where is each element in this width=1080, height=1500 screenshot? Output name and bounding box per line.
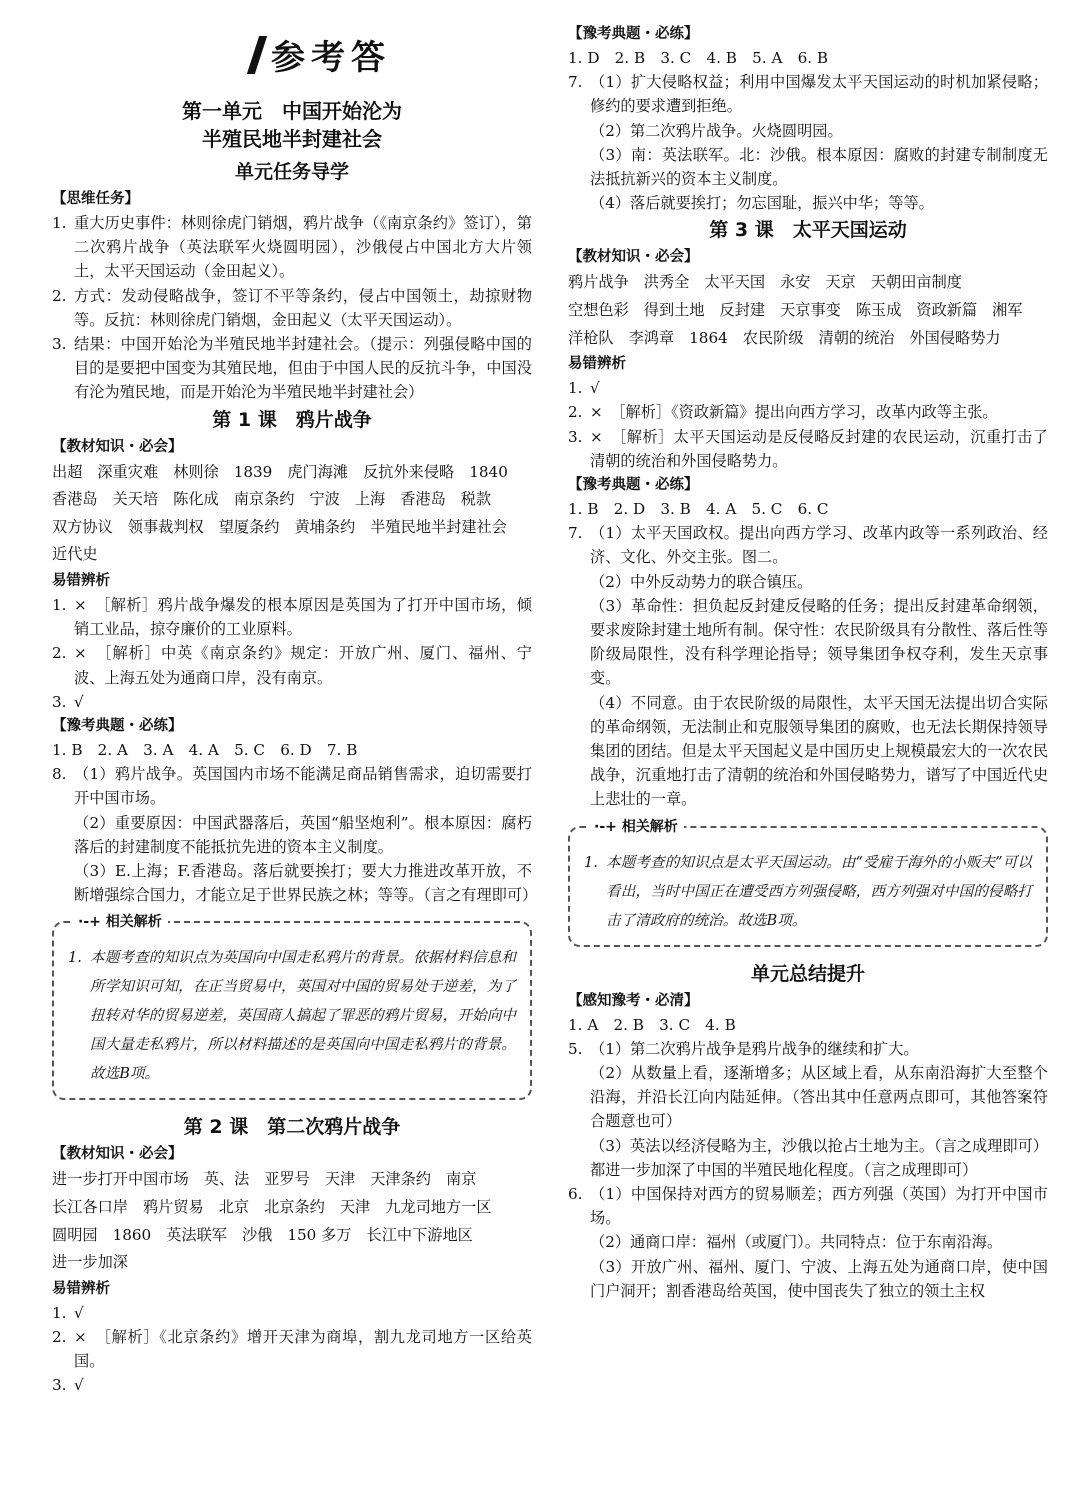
- summary-sense-header: 【感知豫考・必清】: [568, 992, 699, 1009]
- lesson1-q8-part3: （3）E.上海；F.香港岛。落后就要挨打；要大力推进改革开放，不断增强综合国力，才能立足于世界民族之林；等等。（言之有理即可）: [74, 862, 538, 905]
- lesson2-title: 第 2 课 第二次鸦片战争: [183, 1116, 401, 1139]
- lesson2-error-header: 易错辨析: [52, 1280, 110, 1297]
- lesson2-error-3: 3. √: [52, 1376, 84, 1395]
- lesson3-analysis-title: ·-+ 相关解析: [588, 816, 684, 836]
- lesson3-error-1: 1. √: [568, 379, 600, 398]
- l2-exam-header: 【豫考典题・必练】: [568, 26, 699, 42]
- lesson2-error-1: 1. √: [52, 1303, 84, 1322]
- lesson3-analysis-item: 1. 本题考查的知识点是太平天国运动。由“受雇于海外的小贩夫”可以看出，当时中国正在遭受西方列强侵略，西方列强对中国的侵略打击了清政府的统治。故选B项。: [584, 853, 1032, 929]
- lesson1-analysis-item: 1. 本题考查的知识点为英国向中国走私鸦片的背景。依据材料信息和所学知识可知，在正当贸易中，英国对中国的贸易处于逆差，为了扭转对华的贸易逆差，英国商人搞起了罪恶的鸦片贸易，开始向中国大量走私鸦片，所以材料描述的是英国向中国走私鸦片的背景。故选B项。: [68, 949, 516, 1083]
- unit-guide-title: 单元任务导学: [234, 161, 349, 183]
- lesson1-exam-header: 【豫考典题・必练】: [52, 718, 183, 735]
- lesson3-exam-header: 【豫考典题・必练】: [568, 477, 699, 494]
- lesson3-error-2: 2. × ［解析］《资政新篇》提出向西方学习，改革内政等主张。: [568, 403, 998, 422]
- lesson1-error-3: 3. √: [52, 692, 84, 711]
- summary-q5: 5. （1）第二次鸦片战争是鸦片战争的继续和扩大。: [568, 1039, 919, 1058]
- lesson3-q7-part4: （4）不同意。由于农民阶级的局限性，太平天国无法提出切合实际的革命纲领，无法制止和克服领导集团的腐败，也无法长期保持领导集团的团结。但是太平天国起义是中国历史上规模最宏大的一次农民战争，沉重地打击了清朝的统治和外国侵略势力，谱写了中国近代史上悲壮的一章。: [590, 693, 1048, 809]
- lesson1-q8-part2: （2）重要原因：中国武器落后，英国“船坚炮利”。根本原因：腐朽落后的封建制度不能抵抗先进的资本主义制度。: [74, 813, 532, 856]
- right-column: [568, 22, 1048, 1303]
- summary-mc-answers: 1. A 2. B 3. C 4. B: [568, 1015, 736, 1034]
- lesson2-knowledge-header: 【教材知识・必会】: [52, 1146, 183, 1163]
- summary-title: 单元总结提升: [750, 962, 865, 985]
- summary-q6: 6. （1）中国保持对西方的贸易顺差；西方列强（英国）为打开中国市场。: [568, 1185, 1048, 1228]
- lesson1-mc-answers: 1. B 2. A 3. A 4. A 5. C 6. D 7. B: [52, 741, 358, 760]
- unit-title-line1: 第一单元 中国开始沦为: [182, 99, 402, 123]
- unit-title-line2: 半殖民地半封建社会: [202, 127, 382, 151]
- task-item-2: 2. 方式：发动侵略战争，签订不平等条约，侵占中国领土，劫掠财物等。反抗：林则徐虎门销烟，金田起义（太平天国运动）。: [52, 286, 532, 329]
- l2-mc-answers: 1. D 2. B 3. C 4. B 5. A 6. B: [568, 49, 829, 67]
- answer-header-title: 参考答: [271, 38, 391, 78]
- task-list: [52, 211, 532, 405]
- lesson3-error-header: 易错辨析: [568, 356, 626, 373]
- lesson3-mc-answers: 1. B 2. D 3. B 4. A 5. C 6. C: [568, 500, 829, 519]
- lesson1-analysis-title: ·-+ 相关解析: [72, 911, 168, 931]
- lesson3-q7: 7. （1）太平天国政权。提出向西方学习、改革内政等一系列政治、经济、文化、外交主张。图二。: [568, 524, 1048, 567]
- lesson3-error-3: 3. × ［解析］太平天国运动是反侵略反封建的农民运动，沉重打击了清朝的统治和外国侵略势力。: [568, 427, 1048, 470]
- lesson3-knowledge-header: 【教材知识・必会】: [568, 249, 699, 266]
- task-item-1: 1. 重大历史事件：林则徐虎门销烟，鸦片战争（《南京条约》签订），第二次鸦片战争（英法联军火烧圆明园），沙俄侵占中国北方大片领土，太平天国运动（金田起义）。: [52, 214, 532, 281]
- l2-q7-part4: （4）落后就要挨打；勿忘国耻，振兴中华；等等。: [590, 194, 934, 213]
- lesson3-q7-part2: （2）中外反动势力的联合镇压。: [590, 572, 813, 591]
- lesson3-keywords: 鸦片战争 洪秀全 太平天国 永安 天京 天朝田亩制度 空想色彩 得到土地 反封建 天京事变 陈玉成 资政新篇 湘军 洋枪队 李鸿章 1864 农民阶级 清朝的统治 外国侵略势力: [568, 273, 1023, 347]
- task-item-3: 3. 结果：中国开始沦为半殖民地半封建社会。（提示：列强侵略中国的目的是要把中国变为其殖民地，但由于中国人民的反抗斗争，中国没有沦为殖民地，而是开始沦为半殖民地半封建社会）: [52, 335, 532, 402]
- l2-q7-part3: （3）南：英法联军。北：沙俄。根本原因：腐败的封建专制制度无法抵抗新兴的资本主义制度。: [590, 145, 1048, 189]
- lesson1-analysis-box: [52, 914, 532, 1100]
- lesson1-error-1: 1. × ［解析］鸦片战争爆发的根本原因是英国为了打开中国市场，倾销工业品，掠夺廉价的工业原料。: [52, 596, 532, 639]
- lesson3-analysis-box: [568, 818, 1048, 947]
- answer-header: [112, 30, 532, 79]
- left-column: [52, 0, 538, 1398]
- task-header: 【思维任务】: [52, 191, 139, 207]
- lesson3-title: 第 3 课 太平天国运动: [709, 219, 907, 242]
- lesson1-title: 第 1 课 鸦片战争: [212, 408, 372, 431]
- lesson1-keywords: 出超 深重灾难 林则徐 1839 虎门海滩 反抗外来侵略 1840 香港岛 关天培 陈化成 南京条约 宁波 上海 香港岛 税款 双方协议 领事裁判权 望厦条约 黄埔条约 半殖民地半封建社会 近代史: [52, 462, 508, 564]
- summary-q6-part2: （2）通商口岸：福州（或厦门）。共同特点：位于东南沿海。: [590, 1233, 1003, 1252]
- lesson1-q8: 8. （1）鸦片战争。英国国内市场不能满足商品销售需求，迫切需要打开中国市场。: [52, 765, 532, 808]
- lesson1-error-2: 2. × ［解析］中英《南京条约》规定：开放广州、厦门、福州、宁波、上海五处为通商口岸，没有南京。: [52, 644, 532, 687]
- summary-q6-part3: （3）开放广州、福州、厦门、宁波、上海五处为通商口岸，使中国门户洞开；割香港岛给英国，使中国丧失了独立的领土主权: [590, 1257, 1048, 1300]
- lesson3-q7-part3: （3）革命性：担负起反封建反侵略的任务；提出反封建革命纲领，要求废除封建土地所有制。保守性：农民阶级具有分散性、落后性等阶级局限性，没有科学理论指导；领导集团争权夺利，发生天京事变。: [590, 596, 1048, 688]
- summary-q5-part3: （3）英法以经济侵略为主，沙俄以抢占土地为主。（言之成理即可）都进一步加深了中国的半殖民地化程度。（言之成理即可）: [590, 1136, 1048, 1179]
- l2-q7: 7. （1）扩大侵略权益；利用中国爆发太平天国运动的时机加紧侵略；修约的要求遭到拒绝。: [568, 73, 1048, 116]
- lesson2-error-2: 2. × ［解析］《北京条约》增开天津为商埠，割九龙司地方一区给英国。: [52, 1328, 532, 1371]
- lesson1-knowledge-header: 【教材知识・必会】: [52, 438, 183, 455]
- lesson1-error-header: 易错辨析: [52, 573, 110, 589]
- lesson2-keywords: 进一步打开中国市场 英、法 亚罗号 天津 天津条约 南京 长江各口岸 鸦片贸易 北京 北京条约 天津 九龙司地方一区 圆明园 1860 英法联军 沙俄 150 多万 长江中下游地区 进一步加深: [52, 1170, 492, 1272]
- summary-q5-part2: （2）从数量上看，逐渐增多；从区域上看，从东南沿海扩大至整个沿海，并沿长江向内陆延伸。（答出其中任意两点即可，其他答案符合题意也可）: [590, 1064, 1048, 1131]
- title-slash: [247, 36, 267, 74]
- l2-q7-part2: （2）第二次鸦片战争。火烧圆明园。: [590, 121, 843, 140]
